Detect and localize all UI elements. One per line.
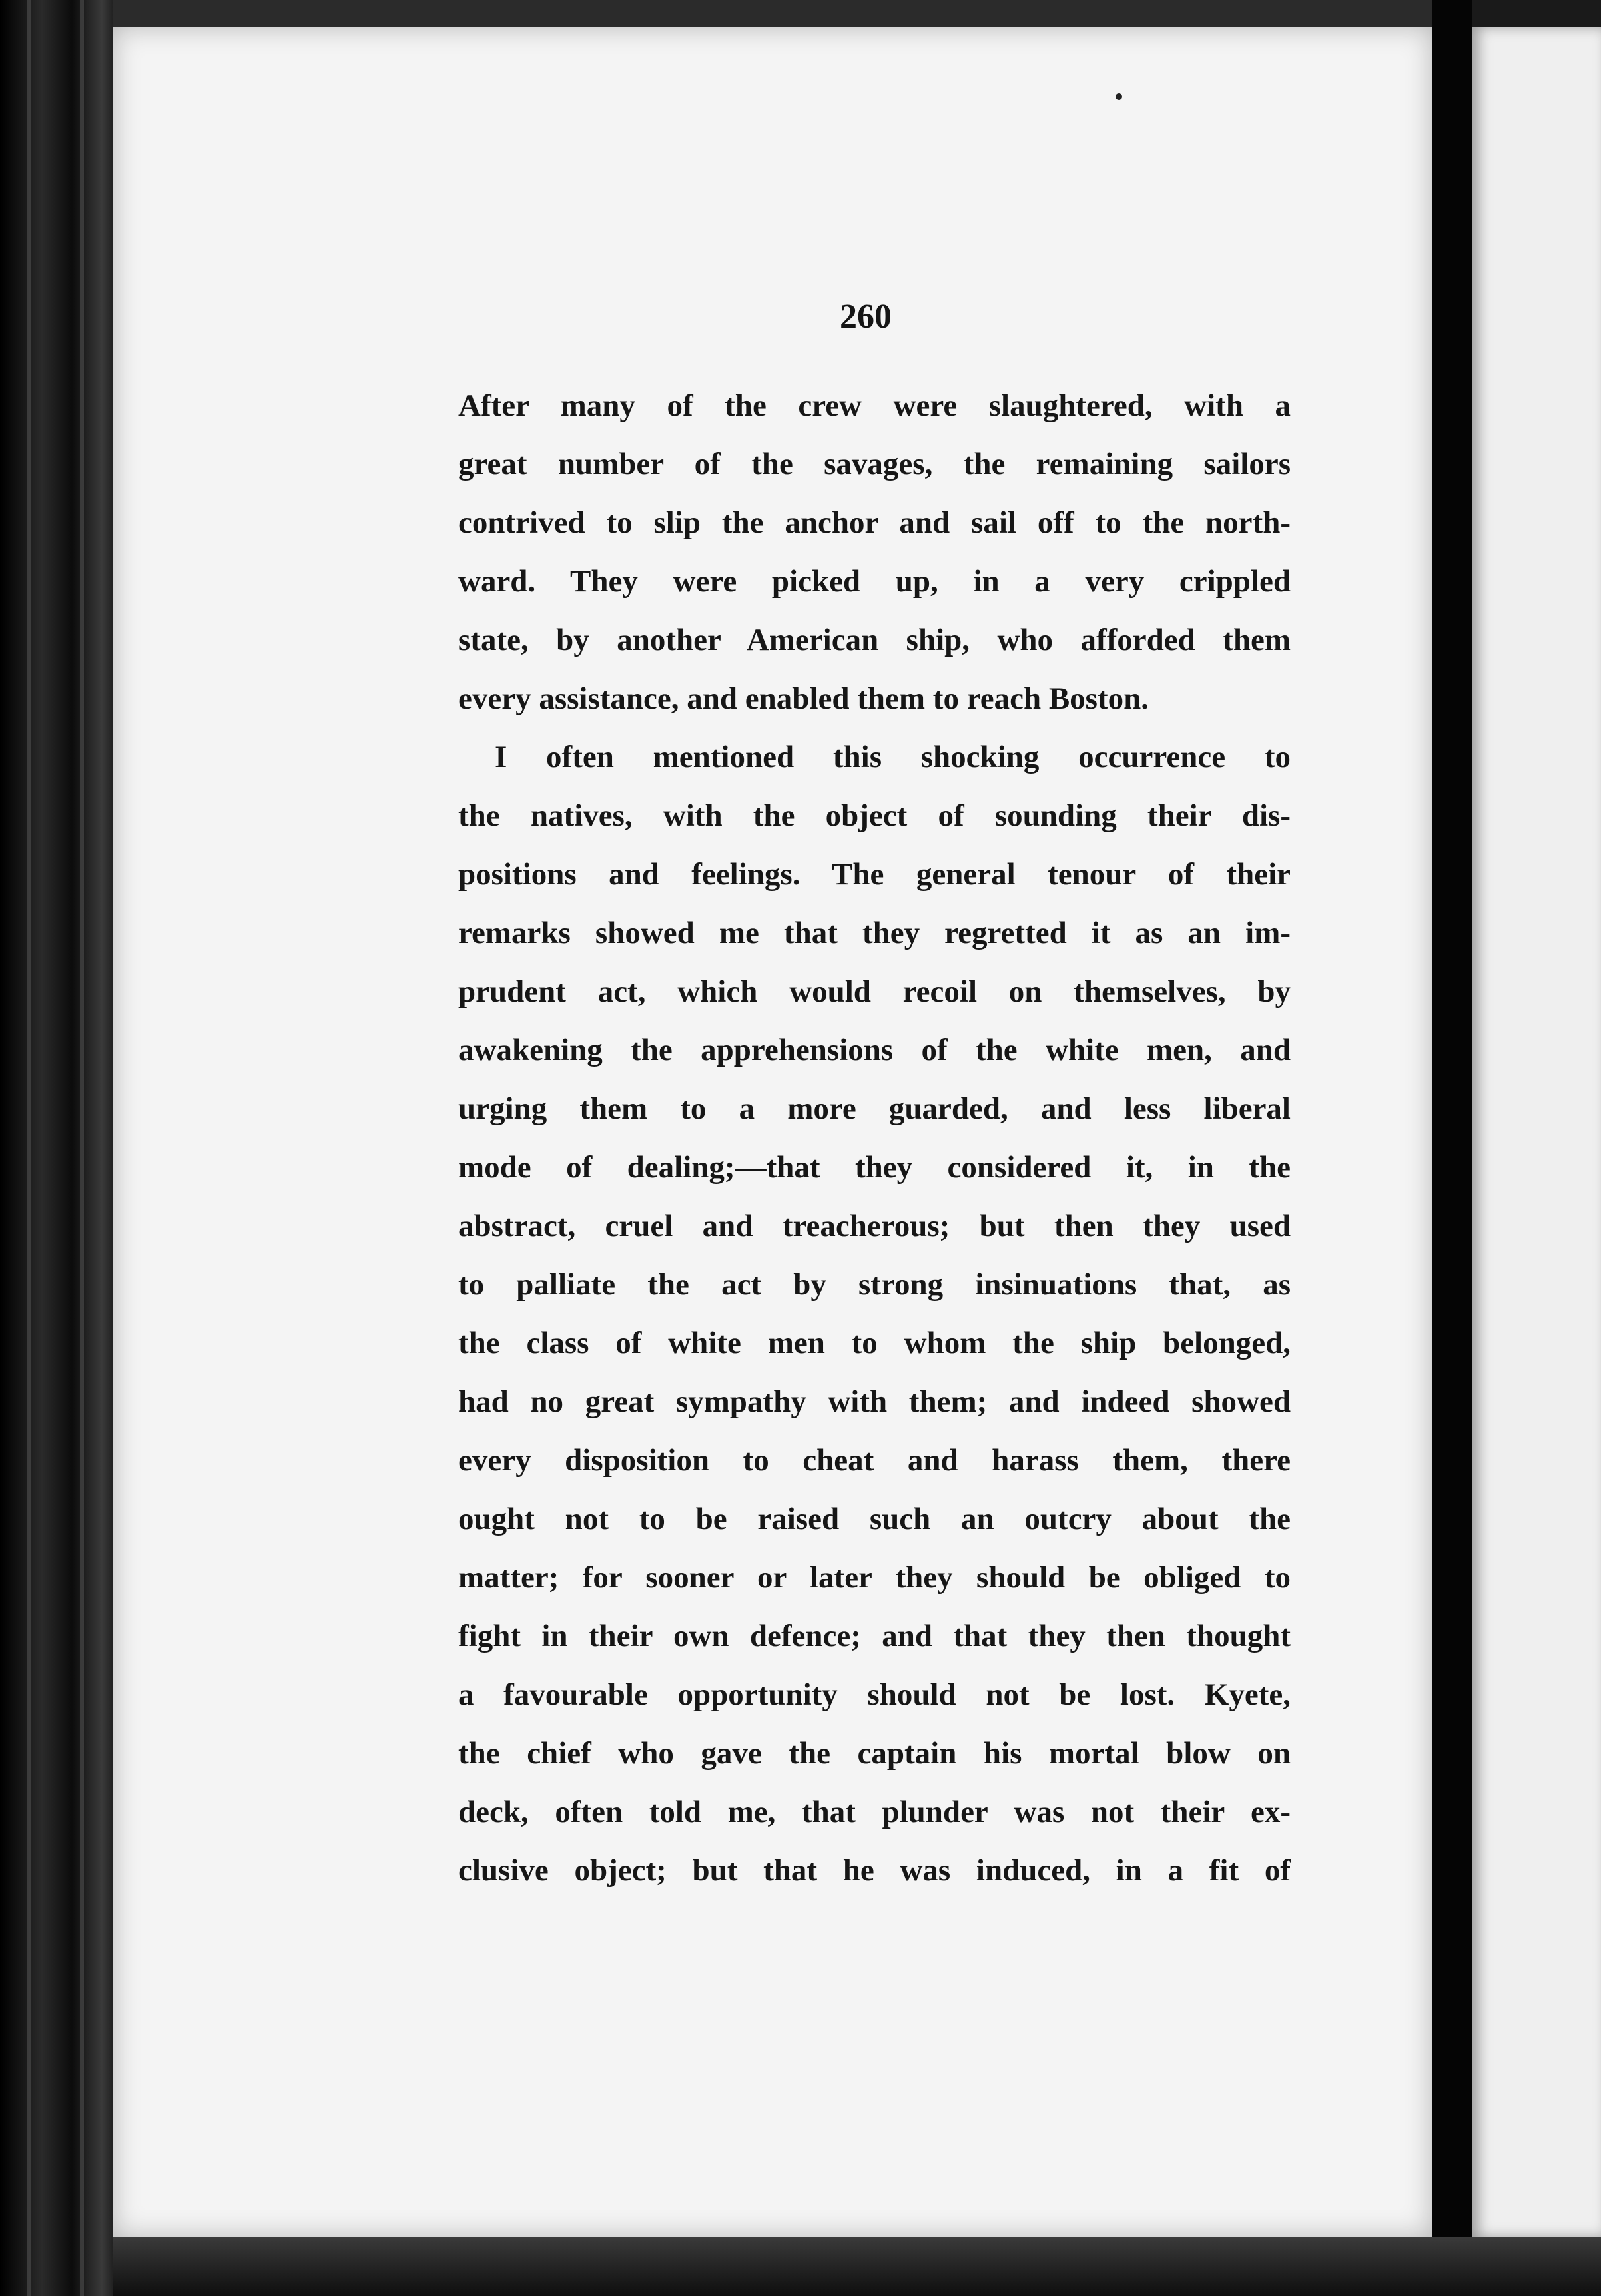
text-line: abstract, cruel and treacherous; but then they used xyxy=(458,1209,1291,1243)
text-line: to palliate the act by strong insinuations that, as xyxy=(458,1267,1291,1302)
text-line: every disposition to cheat and harass them, there xyxy=(458,1443,1291,1478)
text-line: state, by another American ship, who afforded them xyxy=(458,623,1291,657)
text-line: I often mentioned this shocking occurrence to xyxy=(495,740,1291,774)
text-line: great number of the savages, the remaining sailors xyxy=(458,447,1291,481)
text-line: prudent act, which would recoil on themselves, by xyxy=(458,974,1291,1009)
text-line: fight in their own defence; and that they then thought xyxy=(458,1619,1291,1653)
text-line: the natives, with the object of sounding their dis- xyxy=(458,798,1291,833)
text-line: the class of white men to whom the ship belonged, xyxy=(458,1326,1291,1360)
scan-speck xyxy=(1116,93,1122,100)
body-text xyxy=(458,376,1291,1900)
text-line: contrived to slip the anchor and sail off to the north- xyxy=(458,505,1291,540)
text-line: urging them to a more guarded, and less liberal xyxy=(458,1091,1291,1126)
page-top-edge xyxy=(113,0,1432,27)
binding-stripe xyxy=(27,0,31,2296)
page-number: 260 xyxy=(840,298,892,336)
text-line: deck, often told me, that plunder was not their ex- xyxy=(458,1795,1291,1829)
binding-stripe xyxy=(80,0,84,2296)
text-line: every assistance, and enabled them to reach Boston. xyxy=(458,681,1149,716)
page-bottom-edge xyxy=(113,2237,1601,2296)
text-line: remarks showed me that they regretted it as an im- xyxy=(458,916,1291,950)
text-line: clusive object; but that he was induced, in a fit of xyxy=(458,1853,1291,1888)
text-line: After many of the crew were slaughtered, with a xyxy=(458,388,1291,423)
page-gutter xyxy=(1432,0,1472,2296)
text-line: positions and feelings. The general tenour of their xyxy=(458,857,1291,892)
text-line: the chief who gave the captain his mortal blow on xyxy=(458,1736,1291,1771)
text-line: awakening the apprehensions of the white men, and xyxy=(458,1033,1291,1067)
text-line: ward. They were picked up, in a very crippled xyxy=(458,564,1291,599)
scan-left-binding xyxy=(0,0,120,2296)
next-page-edge xyxy=(1472,27,1601,2237)
text-line: ought not to be raised such an outcry about the xyxy=(458,1502,1291,1536)
text-line: a favourable opportunity should not be lost. Kyete, xyxy=(458,1677,1291,1712)
text-line: matter; for sooner or later they should be obliged to xyxy=(458,1560,1291,1595)
text-line: mode of dealing;—that they considered it, in the xyxy=(458,1150,1291,1185)
text-line: had no great sympathy with them; and indeed showed xyxy=(458,1384,1291,1419)
